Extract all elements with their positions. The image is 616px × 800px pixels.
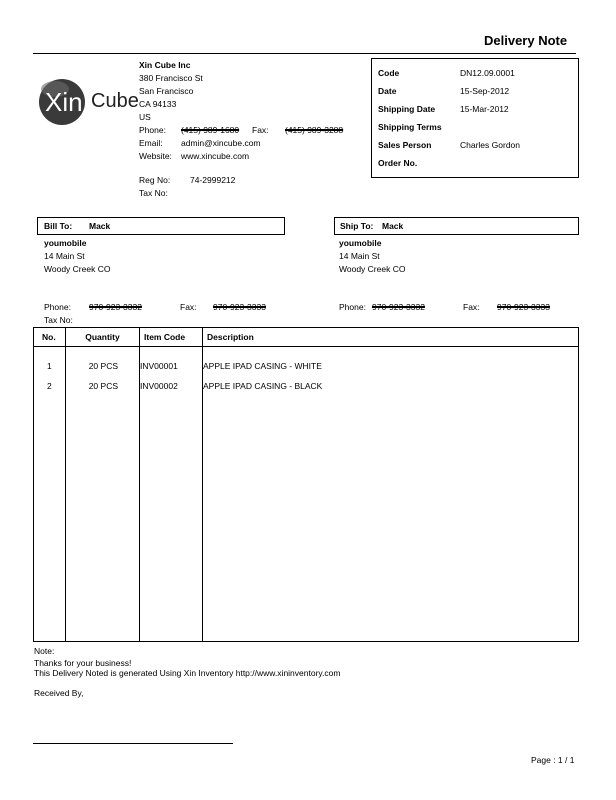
document-info-box — [371, 58, 579, 178]
ship-to-company: youmobile — [339, 238, 382, 248]
ship-to-address: Woody Creek CO — [339, 264, 406, 274]
ship-to-fax: 970-923-3333 — [497, 302, 550, 312]
ship-to-phone: 970-923-3332 — [372, 302, 425, 312]
info-label-code: Code — [378, 68, 400, 78]
column-header-item-code: Item Code — [140, 328, 203, 347]
company-address-line: CA 94133 — [139, 99, 177, 109]
ship-to-label: Ship To: — [340, 221, 374, 231]
company-fax-label: Fax: — [252, 125, 269, 135]
company-website-label: Website: — [139, 151, 172, 161]
info-value-sales-person: Charles Gordon — [460, 140, 521, 150]
ship-to-name: Mack — [382, 221, 404, 231]
row-description: APPLE IPAD CASING - WHITE — [203, 356, 579, 376]
row-quantity: 20 PCS — [66, 356, 140, 376]
table-header-row — [34, 328, 579, 347]
company-name: Xin Cube Inc — [139, 60, 191, 70]
reg-no: 74-2999212 — [190, 175, 236, 185]
company-website: www.xincube.com — [181, 151, 250, 161]
column-header-quantity: Quantity — [66, 328, 140, 347]
info-label-order-no: Order No. — [378, 158, 418, 168]
received-by-label: Received By, — [34, 688, 84, 698]
document-title: Delivery Note — [484, 33, 568, 48]
info-value-shipping-date: 15-Mar-2012 — [460, 104, 509, 114]
row-item-code: INV00002 — [140, 376, 203, 396]
note-line: This Delivery Noted is generated Using Xin Inventory http://www.xininventory.com — [34, 668, 341, 678]
table-row — [34, 376, 579, 396]
info-label-date: Date — [378, 86, 397, 96]
company-address-line: San Francisco — [139, 86, 194, 96]
row-item-code: INV00001 — [140, 356, 203, 376]
company-logo — [37, 73, 139, 135]
info-label-sales-person: Sales Person — [378, 140, 432, 150]
company-address-line: US — [139, 112, 151, 122]
tax-no-label: Tax No: — [139, 188, 168, 198]
column-header-description: Description — [203, 328, 579, 347]
ship-to-phone-label: Phone: — [339, 302, 366, 312]
signature-line — [33, 743, 233, 744]
bill-to-address: 14 Main St — [44, 251, 85, 261]
ship-to-header — [334, 217, 579, 235]
note-label: Note: — [34, 646, 55, 656]
company-email-label: Email: — [139, 138, 163, 148]
company-phone-label: Phone: — [139, 125, 166, 135]
company-fax: (415) 989-3288 — [285, 125, 344, 135]
reg-no-label: Reg No: — [139, 175, 171, 185]
logo-text-cube: Cube — [91, 90, 139, 112]
row-no: 2 — [34, 376, 66, 396]
bill-to-phone: 970-923-3332 — [89, 302, 142, 312]
bill-to-name: Mack — [89, 221, 111, 231]
column-header-no: No. — [34, 328, 66, 347]
row-quantity: 20 PCS — [66, 376, 140, 396]
bill-to-tax-label: Tax No: — [44, 315, 73, 325]
bill-to-company: youmobile — [44, 238, 87, 248]
bill-to-header — [37, 217, 285, 235]
info-label-shipping-terms: Shipping Terms — [378, 122, 442, 132]
items-table — [33, 327, 579, 642]
company-phone: (415) 989-1680 — [181, 125, 240, 135]
note-line: Thanks for your business! — [34, 658, 132, 668]
info-label-shipping-date: Shipping Date — [378, 104, 436, 114]
bill-to-fax-label: Fax: — [180, 302, 197, 312]
logo-text-xin: Xin — [45, 87, 83, 117]
row-description: APPLE IPAD CASING - BLACK — [203, 376, 579, 396]
bill-to-label: Bill To: — [44, 221, 73, 231]
row-no: 1 — [34, 356, 66, 376]
ship-to-address: 14 Main St — [339, 251, 380, 261]
bill-to-fax: 970-923-3333 — [213, 302, 266, 312]
ship-to-fax-label: Fax: — [463, 302, 480, 312]
header-divider — [33, 53, 576, 54]
table-row — [34, 356, 579, 376]
company-email: admin@xincube.com — [181, 138, 261, 148]
info-value-code: DN12.09.0001 — [460, 68, 515, 78]
company-address-line: 380 Francisco St — [139, 73, 203, 83]
bill-to-phone-label: Phone: — [44, 302, 71, 312]
bill-to-address: Woody Creek CO — [44, 264, 111, 274]
page-number: Page : 1 / 1 — [531, 755, 575, 765]
info-value-date: 15-Sep-2012 — [460, 86, 510, 96]
